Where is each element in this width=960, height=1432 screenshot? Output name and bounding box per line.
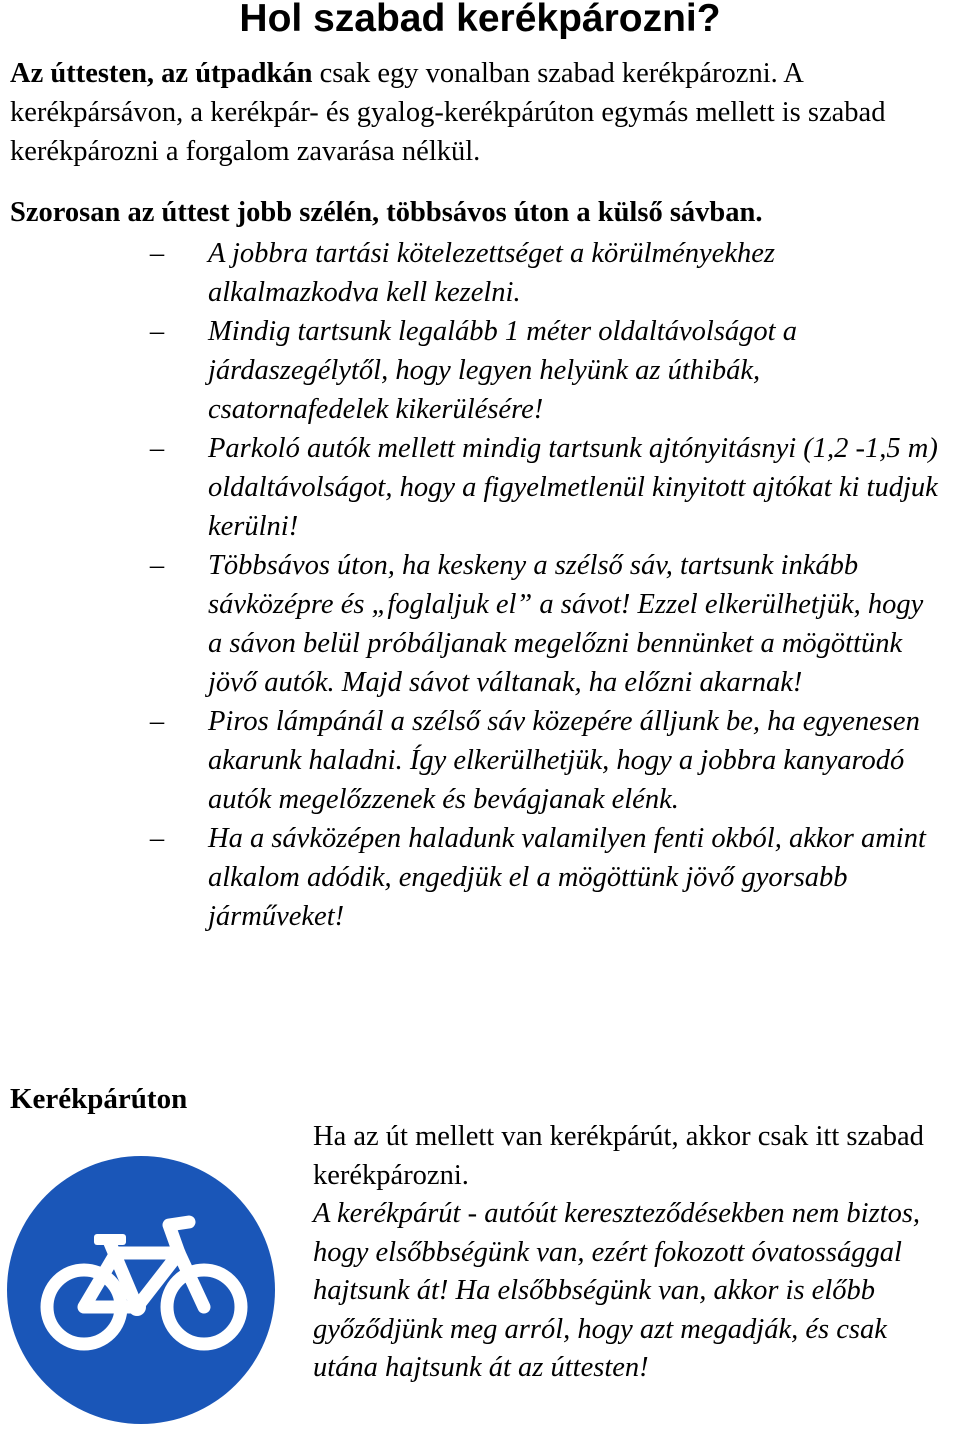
dash-icon: – bbox=[149, 550, 165, 581]
dash-icon: – bbox=[149, 316, 165, 347]
list-item bbox=[0, 234, 960, 312]
list-item-text: Parkoló autók mellett mindig tartsunk ajtónyitásnyi (1,2 -1,5 m) oldaltávolságot, hogy a figyelmetlenül kinyitott ajtókat ki tudjuk kerülni! bbox=[208, 433, 938, 542]
list-item-text: Piros lámpánál a szélső sáv közepére álljunk be, ha egyenesen akarunk haladni. Így elkerülhetjük, hogy a jobbra kanyarodó autók megelőzzenek és bevágjanak elénk. bbox=[208, 706, 920, 815]
list-item bbox=[0, 702, 960, 819]
list-item-text: Mindig tartsunk legalább 1 méter oldaltávolságot a járdaszegélytől, hogy legyen helyünk az úthibák, csatornafedelek kikerülésére! bbox=[208, 316, 797, 425]
list-item-text: Ha a sávközépen haladunk valamilyen fenti okból, akkor amint alkalom adódik, engedjük el a mögöttünk jövő gyorsabb járműveket! bbox=[208, 823, 926, 932]
list-item bbox=[0, 429, 960, 546]
list-item-text: A jobbra tartási kötelezettséget a körülményekhez alkalmazkodva kell kezelni. bbox=[208, 238, 775, 308]
bike-path-heading: Kerékpárúton bbox=[10, 1083, 188, 1115]
list-item bbox=[0, 546, 960, 702]
intro-paragraph bbox=[10, 54, 955, 171]
intro-text: csak egy vonalban szabad kerékpározni. A kerékpársávon, a kerékpár- és gyalog-kerékpárúton egymás mellett is szabad kerékpározni a forgalom zavarása nélkül. bbox=[10, 58, 886, 167]
dash-icon: – bbox=[149, 823, 165, 854]
bicycle-path-sign-icon bbox=[6, 1155, 276, 1425]
rule-list bbox=[0, 234, 960, 936]
intro-bold: Az úttesten, az útpadkán bbox=[10, 58, 313, 89]
rule-heading: Szorosan az úttest jobb szélén, többsávos úton a külső sávban. bbox=[10, 197, 763, 228]
dash-icon: – bbox=[149, 706, 165, 737]
dash-icon: – bbox=[149, 433, 165, 464]
dash-icon: – bbox=[149, 238, 165, 269]
list-item bbox=[0, 819, 960, 936]
page-title: Hol szabad kerékpározni? bbox=[239, 0, 721, 40]
list-item bbox=[0, 312, 960, 429]
bike-path-italic-text: A kerékpárút - autóút kereszteződésekben nem biztos, hogy elsőbbségünk van, ezért fokozott óvatossággal hajtsunk át! Ha elsőbbségünk van, akkor is előbb győződjünk meg arról, hogy azt megadják, és csak utána hajtsunk át az úttesten! bbox=[313, 1198, 921, 1383]
bike-path-normal-text: Ha az út mellett van kerékpárút, akkor csak itt szabad kerékpározni. bbox=[313, 1121, 924, 1191]
bike-path-text bbox=[313, 1118, 958, 1388]
list-item-text: Többsávos úton, ha keskeny a szélső sáv, tartsunk inkább sávközépre és „foglaljuk el” a sávot! Ezzel elkerülhetjük, hogy a sávon belül próbáljanak megelőzni bennünket a mögöttünk jövő autók. Majd sávot váltanak, ha előzni akarnak! bbox=[208, 550, 924, 698]
